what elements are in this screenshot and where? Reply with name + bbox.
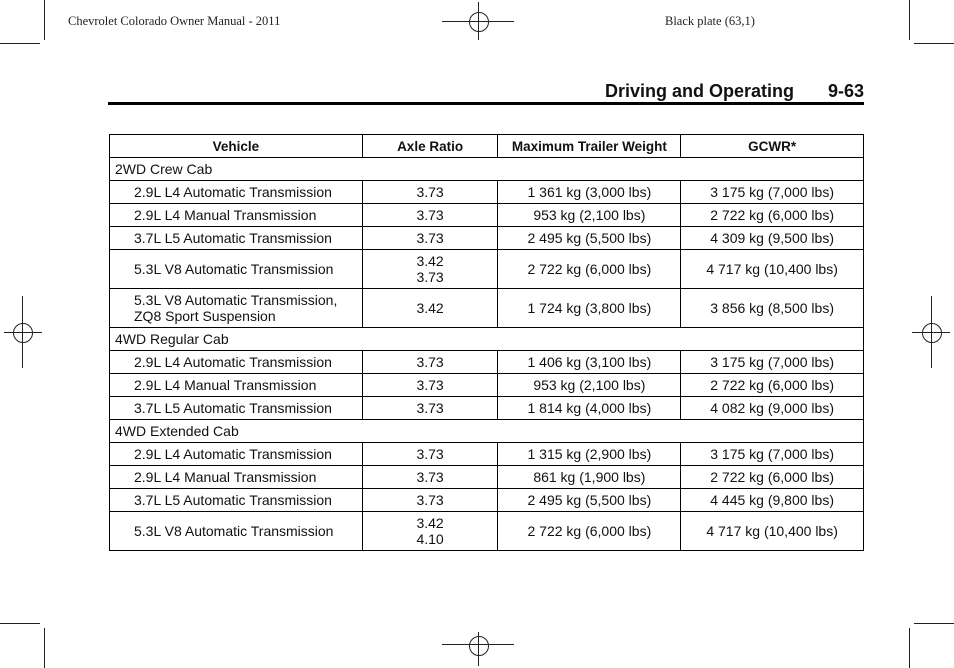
- vehicle-cell: [110, 289, 363, 328]
- axle-ratio-cell-line: 3.73: [416, 446, 444, 462]
- max-trailer-weight-cell: 953 kg (2,100 lbs): [498, 374, 681, 397]
- gcwr-cell: 2 722 kg (6,000 lbs): [681, 374, 864, 397]
- vehicle-cell: [110, 250, 363, 289]
- axle-ratio-cell-line: 3.73: [416, 184, 444, 200]
- table-row: [110, 227, 864, 250]
- vehicle-cell: [110, 204, 363, 227]
- trailer-weight-table: [109, 134, 864, 551]
- axle-ratio-cell: [362, 204, 498, 227]
- gcwr-cell: 4 082 kg (9,000 lbs): [681, 397, 864, 420]
- axle-ratio-cell-line: 3.73: [416, 377, 444, 393]
- max-trailer-weight-cell: 2 495 kg (5,500 lbs): [498, 489, 681, 512]
- max-trailer-weight-cell: 1 814 kg (4,000 lbs): [498, 397, 681, 420]
- axle-ratio-cell-line: 3.42: [416, 253, 444, 269]
- vehicle-cell-line: 3.7L L5 Automatic Transmission: [134, 230, 332, 246]
- gcwr-cell: 2 722 kg (6,000 lbs): [681, 204, 864, 227]
- vehicle-cell-line: 2.9L L4 Automatic Transmission: [134, 184, 332, 200]
- vehicle-cell-line: ZQ8 Sport Suspension: [134, 308, 276, 324]
- column-header: Maximum Trailer Weight: [498, 135, 681, 158]
- gcwr-cell: 4 445 kg (9,800 lbs): [681, 489, 864, 512]
- table-row: [110, 489, 864, 512]
- vehicle-cell-line: 2.9L L4 Manual Transmission: [134, 207, 317, 223]
- manual-title: Chevrolet Colorado Owner Manual - 2011: [68, 14, 281, 28]
- vehicle-cell: [110, 374, 363, 397]
- table-row: [110, 250, 864, 289]
- max-trailer-weight-cell: 2 722 kg (6,000 lbs): [498, 250, 681, 289]
- vehicle-cell-line: 5.3L V8 Automatic Transmission: [134, 523, 334, 539]
- axle-ratio-cell-line: 3.73: [416, 269, 444, 285]
- max-trailer-weight-cell: 953 kg (2,100 lbs): [498, 204, 681, 227]
- table-row: [110, 204, 864, 227]
- vehicle-cell-line: 3.7L L5 Automatic Transmission: [134, 400, 332, 416]
- vehicle-cell-line: 3.7L L5 Automatic Transmission: [134, 492, 332, 508]
- gcwr-cell: 4 717 kg (10,400 lbs): [681, 250, 864, 289]
- vehicle-cell-line: 2.9L L4 Manual Transmission: [134, 377, 317, 393]
- axle-ratio-cell-line: 3.73: [416, 354, 444, 370]
- column-header: Axle Ratio: [362, 135, 498, 158]
- axle-ratio-cell-line: 3.42: [416, 515, 444, 531]
- max-trailer-weight-cell: 1 406 kg (3,100 lbs): [498, 351, 681, 374]
- axle-ratio-cell: [362, 250, 498, 289]
- group-row: [110, 328, 864, 351]
- max-trailer-weight-cell: 1 315 kg (2,900 lbs): [498, 443, 681, 466]
- max-trailer-weight-cell: 861 kg (1,900 lbs): [498, 466, 681, 489]
- max-trailer-weight-cell: 2 495 kg (5,500 lbs): [498, 227, 681, 250]
- table-header-row: [110, 135, 864, 158]
- axle-ratio-cell: [362, 181, 498, 204]
- table-row: [110, 374, 864, 397]
- axle-ratio-cell-line: 3.42: [416, 300, 444, 316]
- column-header: Vehicle: [110, 135, 363, 158]
- vehicle-cell-line: 2.9L L4 Manual Transmission: [134, 469, 317, 485]
- table-row: [110, 512, 864, 551]
- gcwr-cell: 3 175 kg (7,000 lbs): [681, 351, 864, 374]
- axle-ratio-cell: [362, 397, 498, 420]
- plate-label: Black plate (63,1): [665, 14, 755, 28]
- group-label: 4WD Extended Cab: [110, 420, 864, 443]
- vehicle-cell: [110, 443, 363, 466]
- axle-ratio-cell: [362, 374, 498, 397]
- column-header: GCWR*: [681, 135, 864, 158]
- axle-ratio-cell: [362, 466, 498, 489]
- section-title: Driving and Operating: [604, 81, 794, 101]
- axle-ratio-cell: [362, 512, 498, 551]
- section-header: [108, 80, 864, 105]
- gcwr-cell: 2 722 kg (6,000 lbs): [681, 466, 864, 489]
- gcwr-cell: 4 717 kg (10,400 lbs): [681, 512, 864, 551]
- max-trailer-weight-cell: 1 724 kg (3,800 lbs): [498, 289, 681, 328]
- group-row: [110, 420, 864, 443]
- axle-ratio-cell-line: 3.73: [416, 492, 444, 508]
- vehicle-cell: [110, 512, 363, 551]
- axle-ratio-cell: [362, 489, 498, 512]
- axle-ratio-cell: [362, 227, 498, 250]
- max-trailer-weight-cell: 1 361 kg (3,000 lbs): [498, 181, 681, 204]
- vehicle-cell: [110, 181, 363, 204]
- table-row: [110, 466, 864, 489]
- gcwr-cell: 4 309 kg (9,500 lbs): [681, 227, 864, 250]
- axle-ratio-cell: [362, 289, 498, 328]
- table-row: [110, 351, 864, 374]
- axle-ratio-cell-line: 3.73: [416, 400, 444, 416]
- vehicle-cell-line: 2.9L L4 Automatic Transmission: [134, 354, 332, 370]
- table-row: [110, 181, 864, 204]
- gcwr-cell: 3 856 kg (8,500 lbs): [681, 289, 864, 328]
- axle-ratio-cell-line: 3.73: [416, 469, 444, 485]
- table-row: [110, 289, 864, 328]
- vehicle-cell: [110, 397, 363, 420]
- axle-ratio-cell-line: 3.73: [416, 230, 444, 246]
- vehicle-cell-line: 5.3L V8 Automatic Transmission,: [134, 292, 338, 308]
- table-row: [110, 443, 864, 466]
- page-number: 9-63: [827, 81, 864, 101]
- vehicle-cell-line: 5.3L V8 Automatic Transmission: [134, 261, 334, 277]
- gcwr-cell: 3 175 kg (7,000 lbs): [681, 443, 864, 466]
- max-trailer-weight-cell: 2 722 kg (6,000 lbs): [498, 512, 681, 551]
- axle-ratio-cell-line: 4.10: [416, 531, 444, 547]
- vehicle-cell: [110, 351, 363, 374]
- vehicle-cell: [110, 489, 363, 512]
- group-label: 4WD Regular Cab: [110, 328, 864, 351]
- table-row: [110, 397, 864, 420]
- axle-ratio-cell: [362, 351, 498, 374]
- axle-ratio-cell: [362, 443, 498, 466]
- group-row: [110, 158, 864, 181]
- vehicle-cell-line: 2.9L L4 Automatic Transmission: [134, 446, 332, 462]
- vehicle-cell: [110, 227, 363, 250]
- gcwr-cell: 3 175 kg (7,000 lbs): [681, 181, 864, 204]
- group-label: 2WD Crew Cab: [110, 158, 864, 181]
- vehicle-cell: [110, 466, 363, 489]
- axle-ratio-cell-line: 3.73: [416, 207, 444, 223]
